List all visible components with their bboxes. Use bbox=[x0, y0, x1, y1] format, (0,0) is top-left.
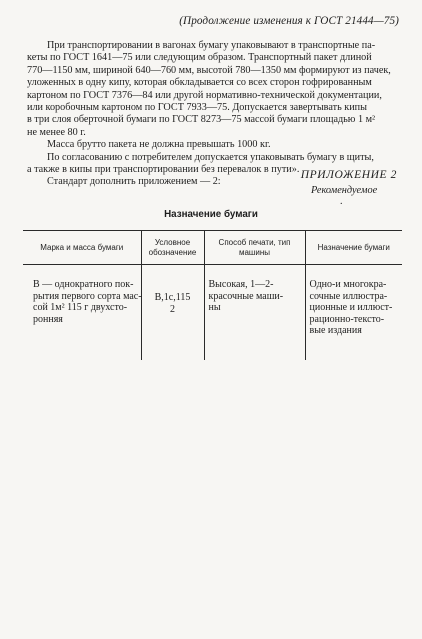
cell-grade: В — однократного пок- рытия первого сорта мас- сой 1м² 115 г двухсто- ронняя bbox=[33, 279, 142, 325]
table-title: Назначение бумаги bbox=[164, 209, 258, 220]
text-line: 770—1150 мм, шириной 640—760 мм, высотой 780—1350 мм формируют из пачек, bbox=[27, 64, 391, 76]
table-header-row bbox=[23, 231, 402, 265]
text-line: При транспортировании в вагонах бумагу упаковывают в транспортные па- bbox=[47, 40, 376, 51]
cell-print-method: Высокая, 1—2- красочные маши- ны bbox=[204, 265, 305, 361]
paragraph bbox=[27, 40, 400, 52]
stray-mark: . bbox=[340, 196, 343, 207]
text-line: или коробочным картоном по ГОСТ 7933—75. Допускается завертывать кипы bbox=[27, 102, 367, 114]
appendix-title: ПРИЛОЖЕНИЕ 2 bbox=[300, 169, 397, 181]
text-line: не менее 80 г. bbox=[27, 126, 86, 138]
text-line: уложенных в одну кипу, которая обкладывается со всех сторон гофрированным bbox=[27, 77, 372, 89]
column-header-grade: Марка и масса бумаги bbox=[23, 231, 141, 265]
text-line: Масса брутто пакета не должна превышать 1000 кг. bbox=[47, 139, 271, 151]
text-line: Стандарт дополнить приложением — 2: bbox=[47, 176, 221, 188]
table-row bbox=[23, 265, 402, 361]
cell-code: В,1с,115 2 bbox=[141, 265, 204, 361]
text-line: картоном по ГОСТ 7376—84 или другой нормативно-технической документации, bbox=[27, 89, 382, 101]
paragraph bbox=[27, 52, 400, 139]
column-header-print: Способ печати, тип машины bbox=[204, 231, 305, 265]
cell-purpose: Одно-и многокра- сочные иллюстра- ционные и иллюст- рационно-тексто- вые издания bbox=[305, 265, 402, 361]
text-line: По согласованию с потребителем допускается упаковывать бумагу в щиты, bbox=[47, 151, 374, 163]
paragraph bbox=[27, 152, 400, 164]
paragraph bbox=[27, 139, 400, 151]
text-line: кеты по ГОСТ 1641—75 или следующим образом. Транспортный пакет длиной bbox=[27, 52, 372, 64]
paper-purpose-table bbox=[23, 230, 402, 360]
text-line: а также в кипы при транспортировании без перевалок в пути». bbox=[27, 164, 300, 176]
body-text bbox=[27, 40, 400, 189]
column-header-code: Условное обозначение bbox=[141, 231, 204, 265]
appendix-subtitle: Рекомендуемое bbox=[311, 185, 378, 196]
text-line: в три слоя оберточной бумаги по ГОСТ 8273—75 массой бумаги площадью 1 м² bbox=[27, 114, 376, 126]
column-header-purpose: Назначение бумаги bbox=[305, 231, 402, 265]
continuation-header: (Продолжение изменения к ГОСТ 21444—75) bbox=[179, 15, 399, 27]
